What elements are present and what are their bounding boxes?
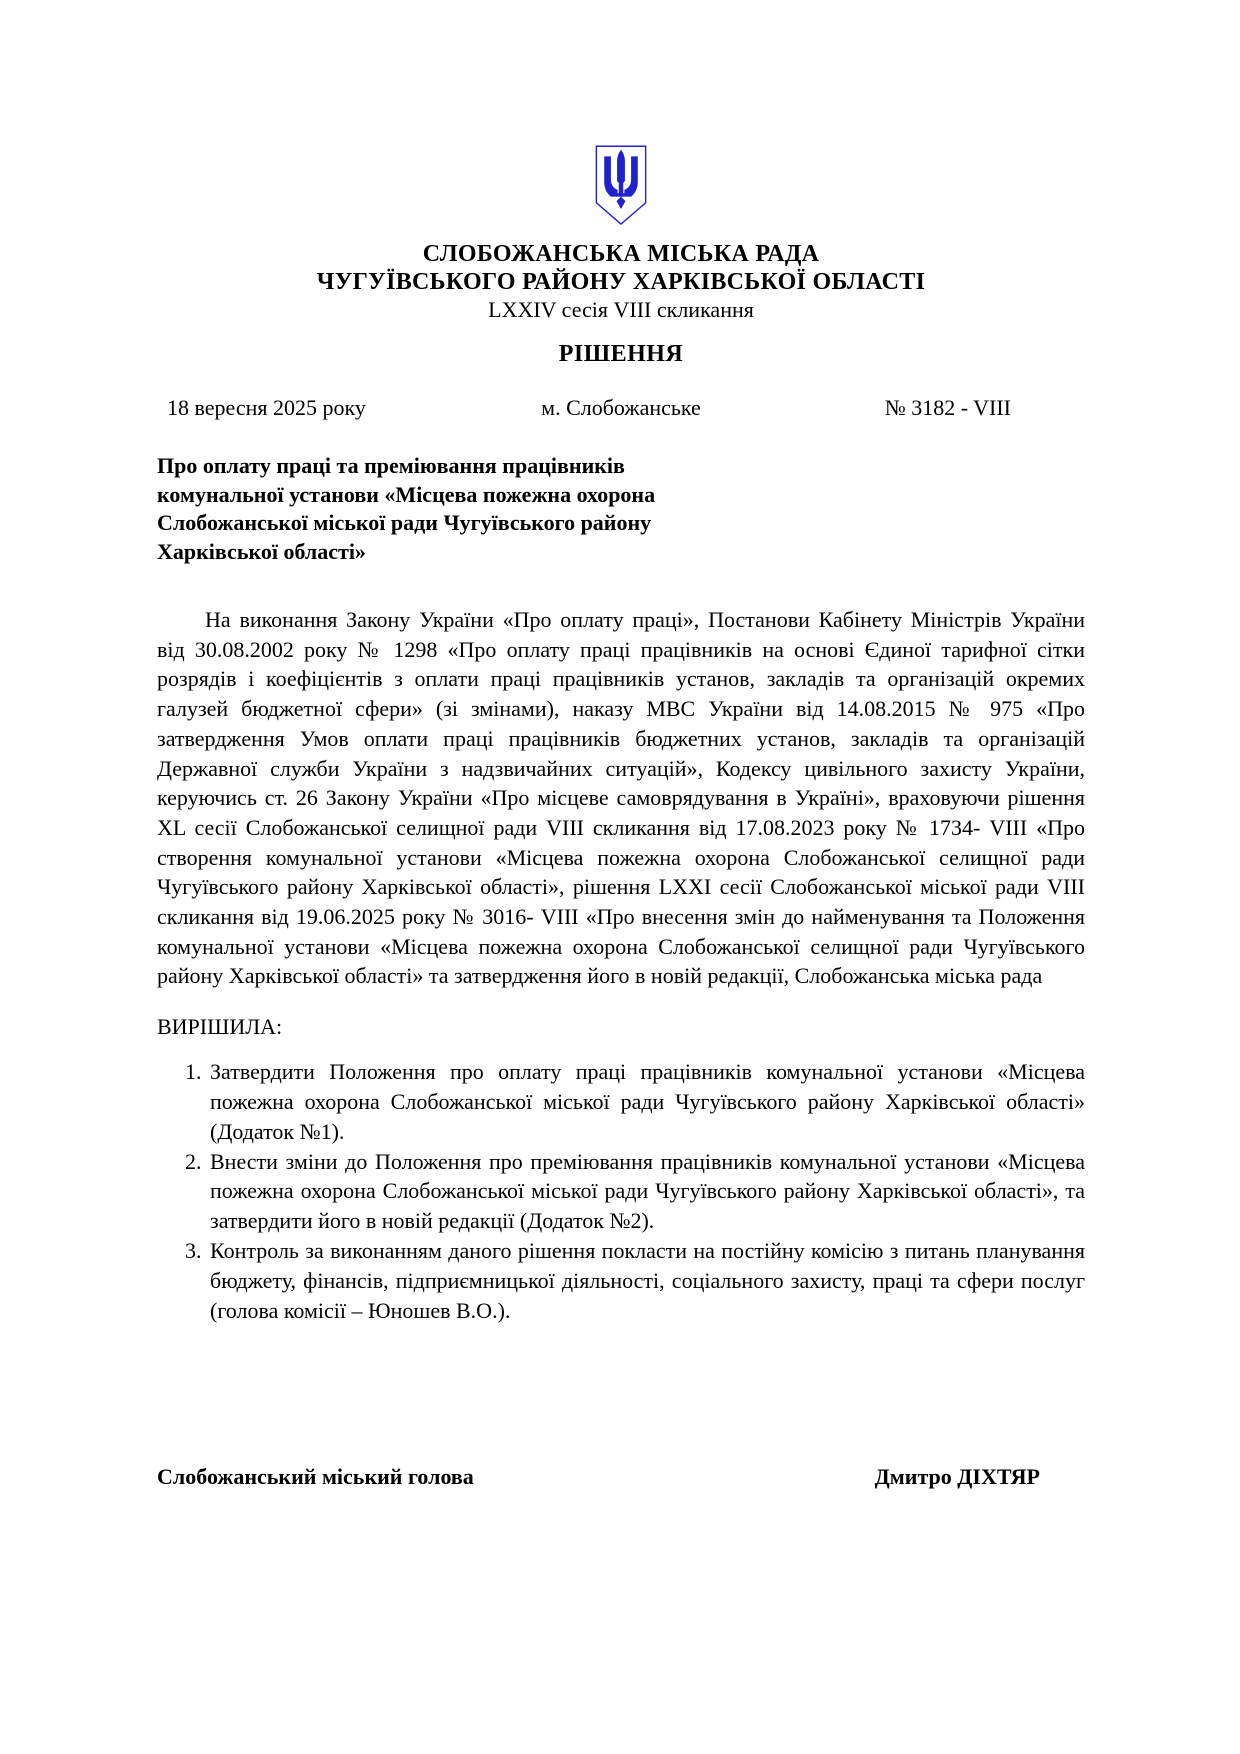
meta-row	[157, 395, 1085, 421]
signature-row	[157, 1464, 1085, 1490]
resolution-text: Контроль за виконанням даного рішення покласти на постійну комісію з питань планування бюджету, фінансів, підприємницької діяльності, соціального захисту, праці та сфери послуг (голова комісії – Юношев В.О.).	[210, 1237, 1085, 1323]
subject-line: Про оплату праці та преміювання працівників	[157, 453, 625, 478]
session-line: LXXIV сесія VIII скликання	[488, 297, 754, 322]
subject-line: комунальної установи «Місцева пожежна охорона	[157, 481, 656, 507]
council-name: СЛОБОЖАНСЬКА МІСЬКА РАДА	[422, 241, 820, 267]
resolution-item	[157, 1147, 1085, 1236]
district-name: ЧУГУЇВСЬКОГО РАЙОНУ ХАРКІВСЬКОЇ ОБЛАСТІ	[316, 269, 926, 295]
subject-line: Слобожанської міської ради Чугуївського району	[157, 510, 652, 535]
signer-name: Дмитро ДІХТЯР	[874, 1464, 1040, 1490]
resolution-item	[157, 1236, 1085, 1325]
resolution-number: 1.	[185, 1059, 202, 1085]
document-title: РІШЕННЯ	[558, 341, 684, 367]
trident-glyph	[604, 150, 638, 209]
resolution-number: 2.	[185, 1148, 202, 1174]
ukraine-trident-emblem-icon	[593, 140, 649, 232]
resolution-text: Внести зміни до Положення про преміювання працівників комунальної установи «Місцева пожежна охорона Слобожанської міської ради Чугуївського району Харківської області», та затвердити його в новій редакції (Додаток №2).	[210, 1148, 1085, 1234]
resolutions-list	[157, 1057, 1085, 1325]
resolution-number: 3.	[185, 1237, 202, 1263]
resolved-label: ВИРІШИЛА:	[157, 1014, 283, 1040]
decision-place: м. Слобожанське	[541, 395, 701, 420]
decision-number: № 3182 - VIII	[884, 395, 1011, 420]
resolution-text: Затвердити Положення про оплату праці працівників комунальної установи «Місцева пожежна охорона Слобожанської міської ради Чугуївського району Харківської області» (Додаток №1).	[210, 1059, 1085, 1144]
subject-line: Харківської області»	[157, 538, 366, 564]
signer-position: Слобожанський міський голова	[157, 1464, 474, 1490]
resolution-item	[157, 1057, 1085, 1146]
preamble-paragraph: На виконання Закону України «Про оплату праці», Постанови Кабінету Міністрів України від 30.08.2002 року № 1298 «Про оплату праці працівників на основі Єдиної тарифної сітки розрядів і коефіцієнтів з оплати праці працівників установ, закладів та організацій окремих галузей бюджетної сфери» (зі змінами), наказу МВС України від 14.08.2015 № 975 «Про затвердження Умов оплати праці працівників бюджетних установ, закладів та організацій Державної служби України з надзвичайних ситуацій», Кодексу цивільного захисту України, керуючись ст. 26 Закону України «Про місцеве самоврядування в Україні», враховуючи рішення XL сесії Слобожанської селищної ради VIII скликання від 17.08.2023 року № 1734- VIII «Про створення комунальної установи «Місцева пожежна охорона Слобожанської селищної ради Чугуївського району Харківської області», рішення LXXI сесії Слобожанської міської ради VIII скликання від 19.06.2025 року № 3016- VIII «Про внесення змін до найменування та Положення комунальної установи «Місцева пожежна охорона Слобожанської селищної ради Чугуївського району Харківської області» та затвердження його в новій редакції, Слобожанська міська рада	[157, 607, 1085, 989]
decision-date: 18 вересня 2025 року	[167, 395, 366, 420]
decision-subject	[157, 452, 1085, 566]
